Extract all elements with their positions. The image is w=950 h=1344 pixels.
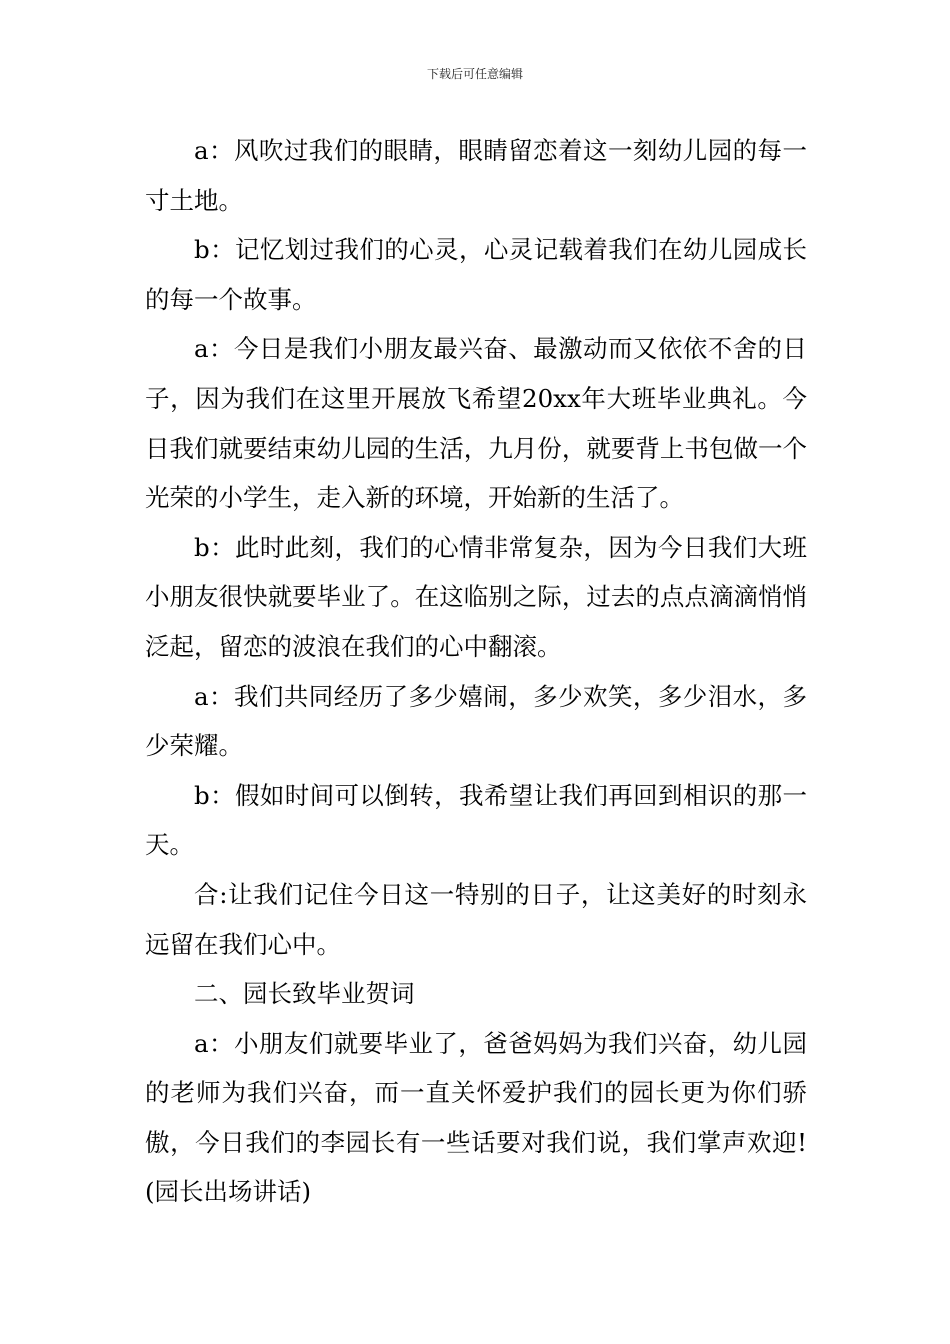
paragraph-a-principal: a：小朋友们就要毕业了，爸爸妈妈为我们兴奋，幼儿园的老师为我们兴奋，而一直关怀爱护我们的园长更为你们骄傲，今日我们的李园长有一些话要对我们说，我们掌声欢迎!(园长出场讲话): [145, 1028, 807, 1207]
paragraph-b-moment: b：此时此刻，我们的心情非常复杂，因为今日我们大班小朋友很快就要毕业了。在这临别之际，过去的点点滴滴悄悄泛起，留恋的波浪在我们的心中翻滚。: [145, 532, 807, 661]
paragraph-a-wind: a：风吹过我们的眼睛，眼睛留恋着这一刻幼儿园的每一寸土地。: [145, 136, 807, 215]
paragraph-a-experience: a：我们共同经历了多少嬉闹，多少欢笑，多少泪水，多少荣耀。: [145, 681, 807, 761]
section-heading-principal: 二、园长致毕业贺词: [194, 979, 415, 1009]
paragraph-together: 合:让我们记住今日这一特别的日子，让这美好的时刻永远留在我们心中。: [145, 879, 807, 959]
paragraph-b-memory: b：记忆划过我们的心灵，心灵记载着我们在幼儿园成长的每一个故事。: [145, 235, 807, 314]
document-body: [145, 126, 807, 1217]
page-header: 下载后可任意编辑: [426, 67, 523, 81]
paragraph-a-today: a：今日是我们小朋友最兴奋、最激动而又依依不舍的日子，因为我们在这里开展放飞希望20xx年大班毕业典礼。今日我们就要结束幼儿园的生活，九月份，就要背上书包做一个光荣的小学生，走入新的环境，开始新的生活了。: [145, 334, 807, 513]
paragraph-b-time: b：假如时间可以倒转，我希望让我们再回到相识的那一天。: [145, 780, 807, 860]
